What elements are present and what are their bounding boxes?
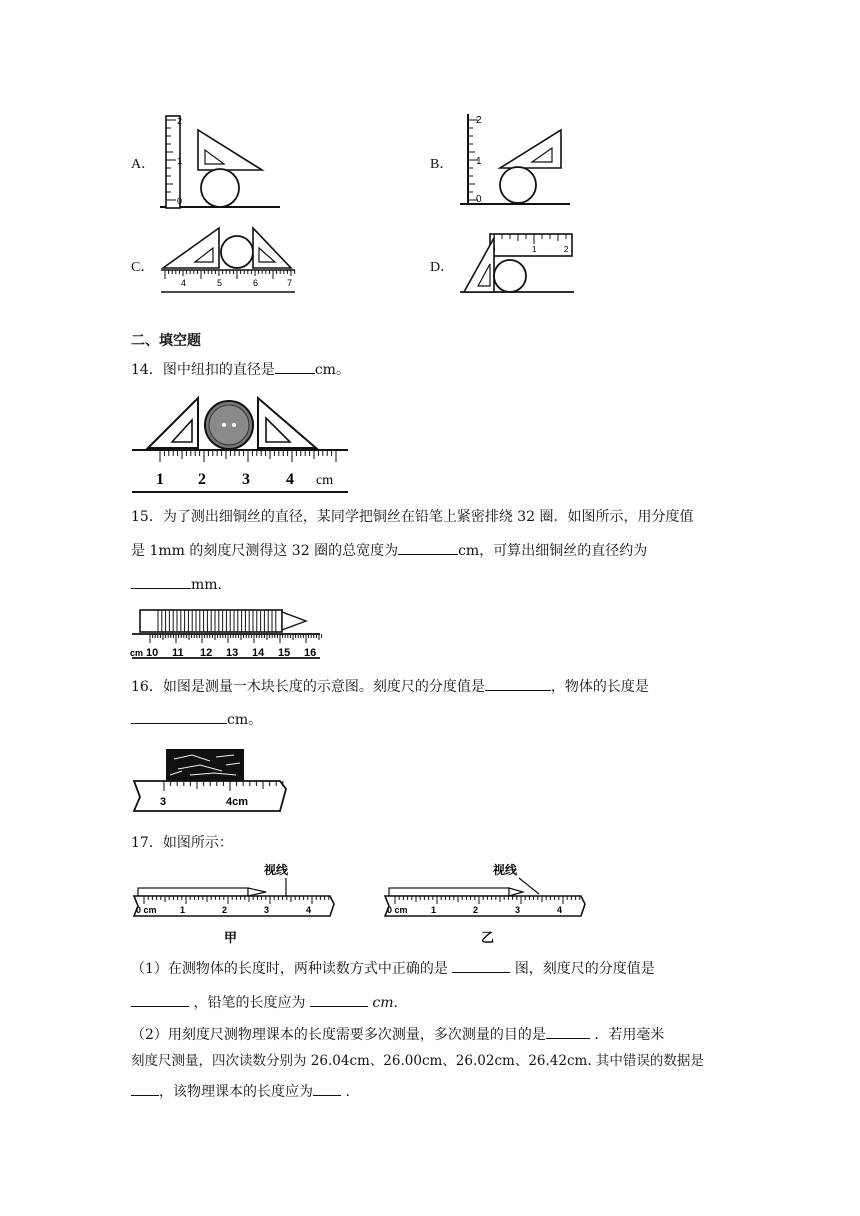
q15-line2-prefix: 是 1mm 的刻度尺测得这 32 圈的总宽度为 (131, 543, 399, 559)
fig-d-tick-1: 1 (532, 245, 537, 254)
q17-caption-jia: 甲 (224, 931, 238, 946)
q15-line3 (131, 574, 222, 595)
q17-jia-ruler-3: 3 (264, 905, 270, 915)
q14-ruler-unit: cm (316, 473, 334, 488)
option-a-figure (160, 112, 280, 212)
fig-a-tick-2: 2 (177, 116, 183, 126)
q17-jia-sight-label: 视线 (264, 863, 289, 877)
q17-jia-ruler-1: 1 (180, 905, 186, 915)
q16-division-blank[interactable] (485, 676, 551, 691)
q17-yi-ruler-3: 3 (515, 905, 521, 915)
option-c-figure (155, 222, 305, 298)
q17-jia-ruler-2: 2 (222, 905, 228, 915)
fig-b-tick-1: 1 (476, 156, 482, 167)
fig-c-tick-7: 7 (287, 278, 293, 288)
q17-yi-ruler-0: 0 cm (387, 905, 408, 915)
q16-ruler-3: 3 (160, 796, 167, 808)
fig-a-tick-1: 1 (177, 156, 183, 166)
q16-figure (130, 745, 290, 815)
q15-ruler-12: 12 (200, 647, 213, 659)
q16-line2 (131, 709, 262, 730)
q17-part2-line3 (131, 1081, 350, 1102)
q17-jia-ruler-4: 4 (306, 905, 312, 915)
q15-ruler-15: 15 (278, 647, 291, 659)
option-c-label: C． (131, 260, 155, 275)
option-a-label: A． (131, 157, 156, 172)
q15-ruler-10: 10 (146, 647, 159, 659)
fig-a-tick-0: 0 (177, 196, 183, 206)
q17-part2-line1 (131, 1024, 664, 1045)
q17-part1-line2 (131, 992, 398, 1013)
q17-p1-unit: cm. (372, 995, 398, 1011)
q15-line2 (131, 540, 647, 561)
q14-ruler-4: 4 (286, 471, 294, 488)
q15-ruler-11: 11 (172, 647, 184, 659)
q15-ruler-14: 14 (252, 647, 265, 659)
q14-figure (130, 392, 352, 498)
q17-part2-line2: 刻度尺测量，四次读数分别为 26.04cm、26.00cm、26.02cm、26.42cm. 其中错误的数据是 (131, 1053, 704, 1069)
option-d-figure (460, 230, 578, 296)
q17-p1-c: ，铅笔的长度应为 (193, 995, 306, 1011)
q15-diameter-blank[interactable] (131, 574, 191, 589)
q16-line1 (131, 676, 649, 697)
q17-correct-figure-blank[interactable] (452, 958, 510, 973)
fig-d-tick-2: 2 (564, 245, 569, 254)
fig-c-tick-5: 5 (217, 278, 223, 288)
q17-figure-yi (383, 860, 587, 944)
q17-yi-ruler-4: 4 (557, 905, 563, 915)
q17-p2-b: ．若用毫米 (594, 1027, 665, 1043)
q17-caption-yi: 乙 (481, 931, 495, 946)
fig-c-tick-6: 6 (253, 278, 259, 288)
q17-p2-a: （2）用刻度尺测物理课本的长度需要多次测量，多次测量的目的是 (131, 1027, 546, 1043)
q16-length-blank[interactable] (131, 709, 227, 724)
q17-division-blank[interactable] (131, 992, 189, 1007)
fig-b-tick-2: 2 (476, 115, 482, 126)
q14-prefix: 14．图中纽扣的直径是 (131, 362, 275, 378)
q17-pencil-length-blank[interactable] (310, 992, 368, 1007)
q16-ruler-4cm: 4cm (226, 796, 249, 808)
q17-figure-jia (132, 860, 336, 944)
q15-line3-suffix: mm. (191, 577, 223, 593)
section-heading: 二、填空题 (131, 333, 201, 349)
q15-ruler-unit: cm (130, 648, 144, 658)
q17-p2-end: . (345, 1084, 350, 1100)
q14-ruler-3: 3 (242, 471, 250, 488)
q17-book-length-blank[interactable] (313, 1081, 341, 1096)
q17-purpose-blank[interactable] (546, 1024, 590, 1039)
question-14 (131, 359, 350, 380)
q15-line2-suffix: cm，可算出细铜丝的直径约为 (458, 543, 648, 559)
q17-part1-line1 (131, 958, 655, 979)
q17-yi-ruler-1: 1 (431, 905, 437, 915)
q15-line1: 15．为了测出细铜丝的直径，某同学把铜丝在铅笔上紧密排绕 32 圈．如图所示，用分度值 (131, 509, 694, 525)
fig-b-tick-0: 0 (476, 194, 482, 205)
q17-p2-d: ，该物理课本的长度应为 (159, 1084, 313, 1100)
q17-yi-sight-label: 视线 (493, 863, 518, 877)
q14-blank[interactable] (275, 359, 315, 374)
q17-p1-a: （1）在测物体的长度时，两种读数方式中正确的是 (131, 961, 448, 977)
q17-jia-ruler-0: 0 cm (136, 905, 157, 915)
q14-ruler-1: 1 (156, 471, 164, 488)
q16-line1-suffix: ，物体的长度是 (550, 679, 649, 695)
q17-yi-ruler-2: 2 (473, 905, 479, 915)
q14-ruler-2: 2 (198, 471, 206, 488)
option-b-label: B． (430, 157, 454, 172)
q15-ruler-13: 13 (226, 647, 239, 659)
q17-wrong-data-blank[interactable] (131, 1081, 159, 1096)
fig-c-tick-4: 4 (181, 278, 187, 288)
option-b-figure (460, 112, 580, 212)
q15-width-blank[interactable] (398, 540, 458, 555)
q16-line2-suffix: cm。 (227, 712, 263, 728)
option-d-label: D． (430, 260, 455, 275)
q17-p1-b: 图，刻度尺的分度值是 (514, 961, 655, 977)
q16-line1-prefix: 16．如图是测量一木块长度的示意图。刻度尺的分度值是 (131, 679, 485, 695)
q17-intro: 17．如图所示： (131, 835, 233, 851)
q15-ruler-16: 16 (304, 647, 317, 659)
q14-suffix: cm。 (314, 362, 350, 378)
q15-figure (130, 608, 326, 660)
